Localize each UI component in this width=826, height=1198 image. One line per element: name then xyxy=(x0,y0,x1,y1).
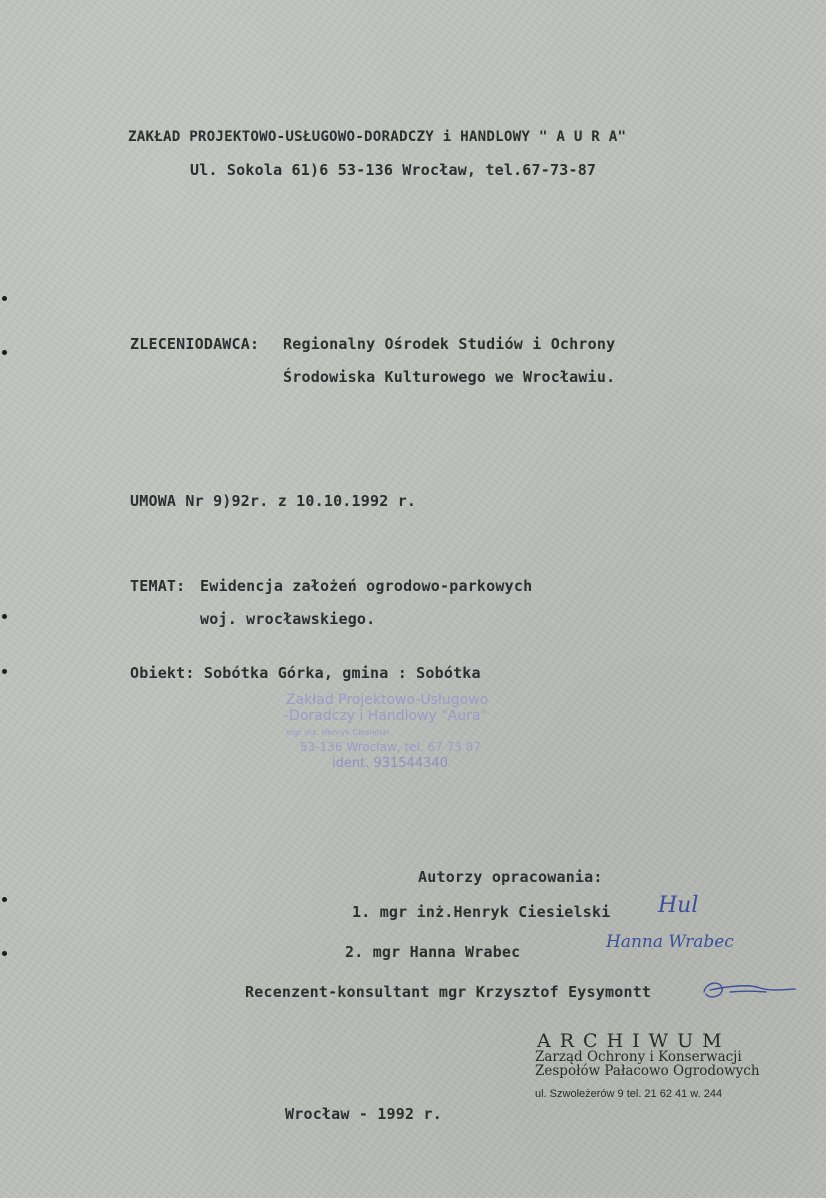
punch-hole xyxy=(2,614,7,619)
client-label: ZLECENIODAWCA: xyxy=(130,335,260,353)
stamp-line-1: Zakład Projektowo-Usługowo xyxy=(286,692,489,708)
punch-hole xyxy=(2,897,7,902)
client-line-1: Regionalny Ośrodek Studiów i Ochrony xyxy=(283,335,616,353)
topic-label: TEMAT: xyxy=(130,577,186,595)
topic-line-1: Ewidencja założeń ogrodowo-parkowych xyxy=(200,577,533,595)
signature-ciesielski: Hul xyxy=(658,893,699,918)
signature-wrabec: Hanna Wrabec xyxy=(606,932,734,952)
author-2: 2. mgr Hanna Wrabec xyxy=(345,943,521,961)
company-name: ZAKŁAD PROJEKTOWO-USŁUGOWO-DORADCZY i HANDLOWY " A U R A" xyxy=(128,129,627,145)
punch-hole xyxy=(2,296,7,301)
client-line-2: Środowiska Kulturowego we Wrocławiu. xyxy=(283,368,616,386)
signature-eysymontt xyxy=(700,978,800,1002)
punch-hole xyxy=(2,350,7,355)
footer-place-year: Wrocław - 1992 r. xyxy=(285,1105,442,1123)
punch-hole xyxy=(2,951,7,956)
stamp-line-3: mgr inż. Henryk Ciesielski xyxy=(286,728,390,737)
stamp-line-5: ident. 931544340 xyxy=(332,756,448,771)
archive-title: ARCHIWUM xyxy=(537,1030,731,1052)
reviewer: Recenzent-konsultant mgr Krzysztof Eysymontt xyxy=(245,983,652,1001)
stamp-line-2: -Doradczy i Handlowy "Aura" xyxy=(284,708,487,724)
archive-line-2: Zespołów Pałacowo Ogrodowych xyxy=(535,1063,760,1079)
archive-line-1: Zarząd Ochrony i Konserwacji xyxy=(535,1049,742,1065)
contract-number: UMOWA Nr 9)92r. z 10.10.1992 r. xyxy=(130,492,417,510)
stamp-line-4: 53-136 Wrocław, tel. 67 73 87 xyxy=(300,740,481,754)
punch-hole xyxy=(2,669,7,674)
company-stamp xyxy=(272,690,542,780)
object-line: Obiekt: Sobótka Górka, gmina : Sobótka xyxy=(130,664,481,682)
topic-line-2: woj. wrocławskiego. xyxy=(200,610,376,628)
company-address: Ul. Sokola 61)6 53-136 Wrocław, tel.67-73-87 xyxy=(190,161,597,179)
archive-address: ul. Szwoleżerów 9 tel. 21 62 41 w. 244 xyxy=(535,1088,723,1100)
authors-heading: Autorzy opracowania: xyxy=(418,868,603,886)
author-1: 1. mgr inż.Henryk Ciesielski xyxy=(352,903,611,921)
